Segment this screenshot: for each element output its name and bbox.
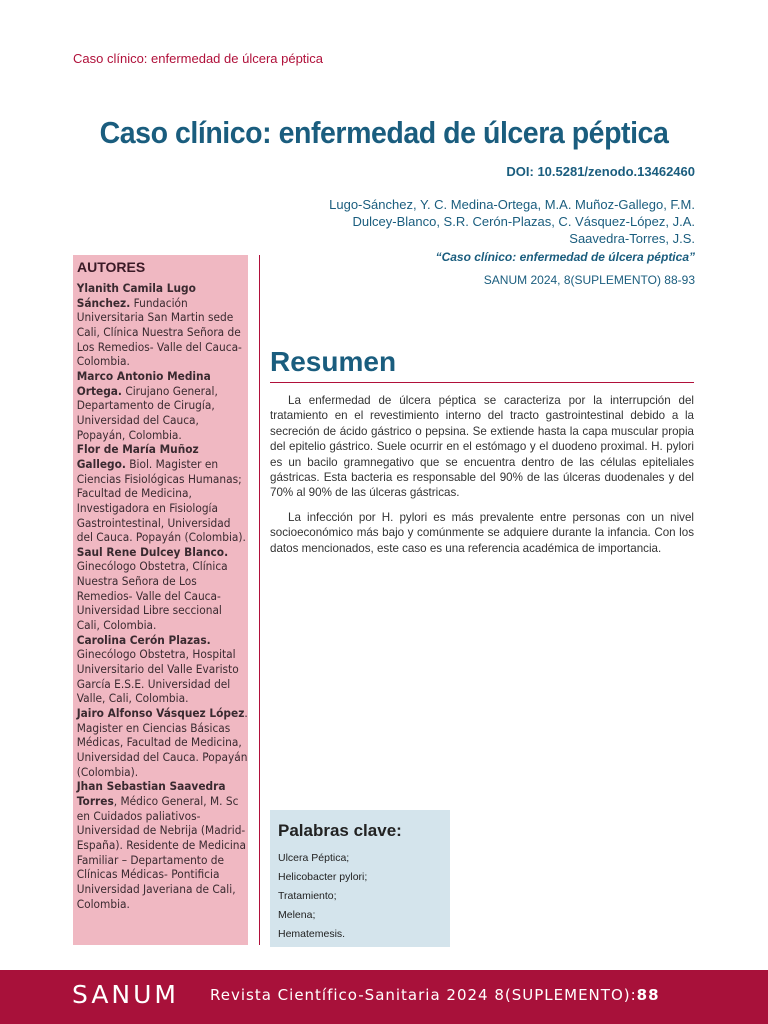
keywords-heading: Palabras clave: bbox=[278, 821, 402, 840]
page-title: Caso clínico: enfermedad de úlcera péptica bbox=[99, 115, 669, 150]
author-detail: Biol. Magister en Ciencias Fisiológicas Humanas; Facultad de Medicina, Investigadora en Fisiología Gastrointestinal, Universidad del Cauca. Popayán (Colombia). bbox=[76, 456, 246, 545]
author-detail: Cirujano General, Departamento de Cirugía, Universidad del Cauca, Popayán, Colombia. bbox=[76, 383, 218, 442]
keywords-list bbox=[270, 849, 450, 944]
author-name: Jhan Sebastian Saavedra Torres bbox=[76, 779, 226, 808]
authors-body bbox=[73, 281, 252, 911]
authors-heading: AUTORES bbox=[77, 259, 146, 275]
abstract-paragraph: La infección por H. pylori es más prevalente entre personas con un nivel socioeconómico más bajo y comúnmente se adquiere durante la infancia. Con los datos mencionados, este caso es una referencia académica de importancia. bbox=[270, 510, 694, 555]
authors-box bbox=[73, 255, 248, 945]
keyword-item: Tratamiento; bbox=[278, 890, 337, 902]
author-line-2: Dulcey-Blanco, S.R. Cerón-Plazas, C. Vásquez-López, J.A. bbox=[352, 214, 695, 229]
author-line-3: Saavedra-Torres, J.S. bbox=[569, 231, 695, 246]
footer-journal bbox=[210, 986, 660, 1004]
footer-bar bbox=[0, 970, 768, 1024]
abstract bbox=[270, 393, 694, 565]
author-detail: . Magister en Ciencias Básicas Médicas, Facultad de Medicina, Universidad del Cauca. Popayán (Colombia). bbox=[76, 706, 248, 779]
resumen-heading: Resumen bbox=[270, 346, 397, 377]
keywords-box bbox=[270, 810, 450, 947]
citation-ref: SANUM 2024, 8(SUPLEMENTO) 88-93 bbox=[483, 273, 695, 287]
author-name: Jairo Alfonso Vásquez López bbox=[76, 706, 245, 721]
keyword-item: Melena; bbox=[278, 909, 316, 921]
author-detail: Ginecólogo Obstetra, Hospital Universitario del Valle Evaristo García E.S.E. Universidad del Valle, Cali, Colombia. bbox=[76, 647, 239, 706]
author-line-1: Lugo-Sánchez, Y. C. Medina-Ortega, M.A. Muñoz-Gallego, F.M. bbox=[329, 197, 695, 212]
author-detail: Fundación Universitaria San Martin sede Cali, Clínica Nuestra Señora de Los Remedios- Valle del Cauca- Colombia. bbox=[76, 295, 242, 369]
author-name: Flor de María Muñoz Gallego. bbox=[76, 442, 199, 471]
author-detail: , Médico General, M. Sc en Cuidados paliativos- Universidad de Nebrija (Madrid- España). Residente de Medicina Familiar – Departamento de Clínicas Médicas- Pontificia Universidad Javeriana de Cali, Colombia. bbox=[76, 793, 246, 911]
column-divider bbox=[259, 255, 260, 945]
citation-title: “Caso clínico: enfermedad de úlcera péptica” bbox=[435, 250, 695, 264]
author-name: Saul Rene Dulcey Blanco. bbox=[76, 544, 229, 559]
author-detail: Ginecólogo Obstetra, Clínica Nuestra Señora de Los Remedios- Valle del Cauca- Universidad Libre seccional Cali, Colombia. bbox=[76, 559, 228, 633]
author-name: Marco Antonio Medina Ortega. bbox=[76, 368, 211, 398]
keyword-item: Ulcera Péptica; bbox=[278, 852, 350, 864]
doi[interactable]: DOI: 10.5281/zenodo.13462460 bbox=[506, 164, 695, 179]
footer-brand: SANUM bbox=[72, 980, 180, 1009]
author-name: Carolina Cerón Plazas. bbox=[76, 632, 211, 647]
keyword-item: Helicobacter pylori; bbox=[278, 871, 368, 883]
abstract-paragraph: La enfermedad de úlcera péptica se caracteriza por la interrupción del tratamiento en el revestimiento interno del tracto gastrointestinal debido a la secreción de ácido gástrico o pepsina. Se extiende hasta la capa muscular propia del epitelio gástrico. Suele ocurrir en el estómago y el duodeno proximal. H. pylori es un bacilo gramnegativo que se encuentra dentro de las células epiteliales gástricas. Esta bacteria es responsable del 90% de las úlceras duodenales y del 70% al 90% de las úlceras gástricas. bbox=[270, 394, 694, 500]
page-number: 88 bbox=[636, 986, 660, 1004]
author-name: Ylanith Camila Lugo Sánchez. bbox=[76, 281, 196, 310]
keyword-item: Hematemesis. bbox=[278, 928, 346, 940]
footer-journal-text: Revista Científico-Sanitaria 2024 8(SUPLEMENTO): bbox=[210, 986, 637, 1004]
running-header: Caso clínico: enfermedad de úlcera péptica bbox=[73, 51, 324, 66]
resumen-rule bbox=[270, 382, 694, 383]
